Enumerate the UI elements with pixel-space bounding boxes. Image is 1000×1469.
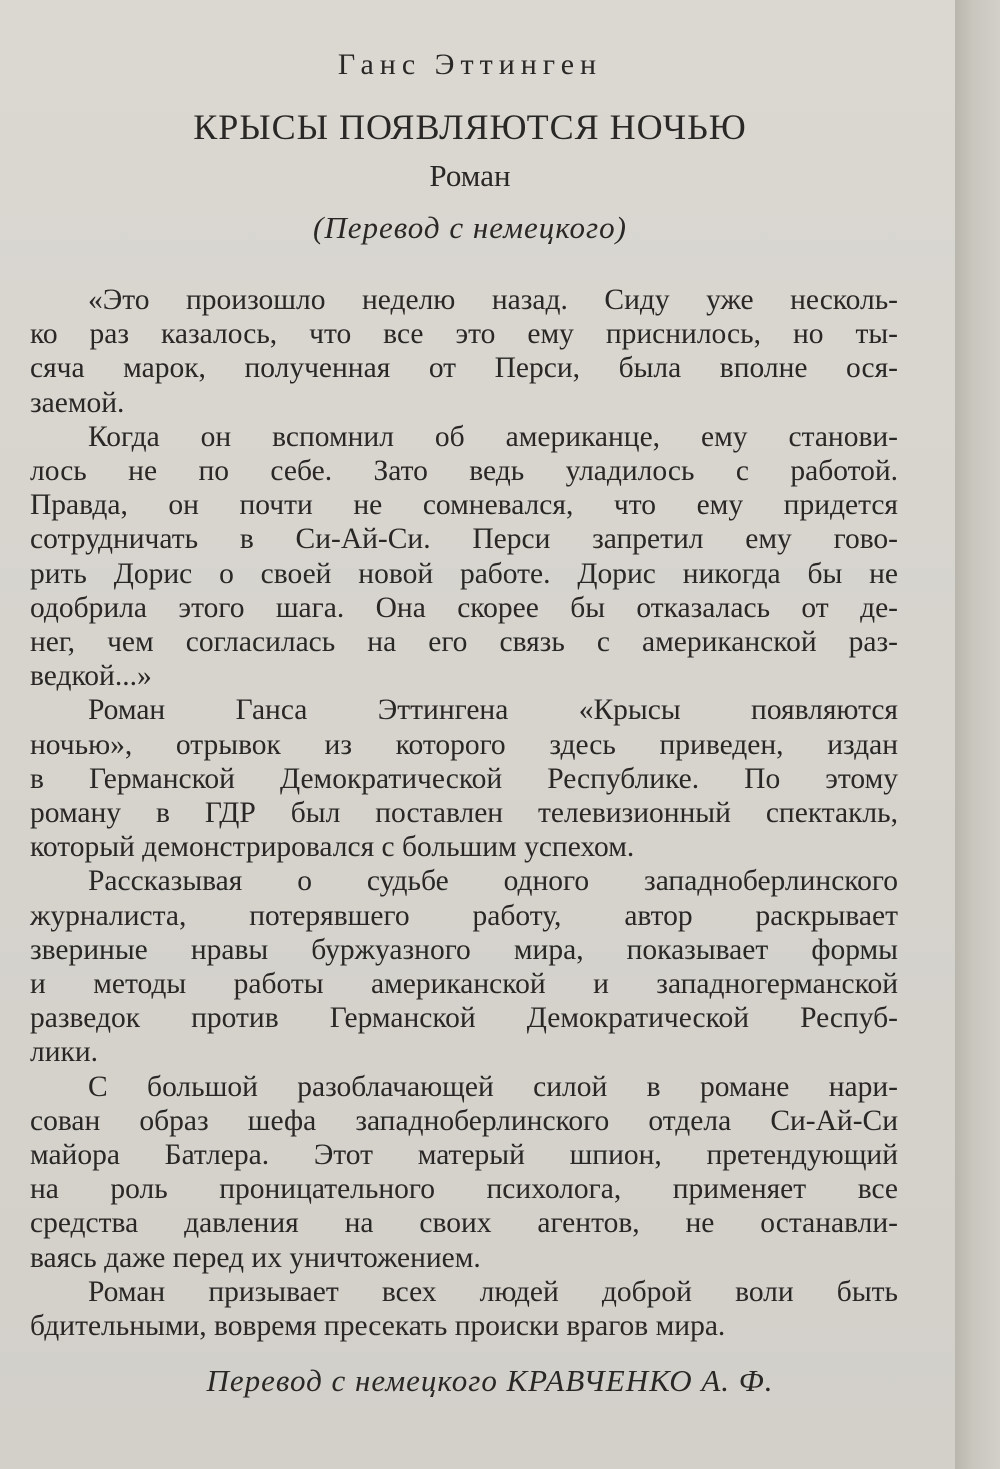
- text-line: сяча марок, полученная от Перси, была вполне ося-: [30, 352, 898, 385]
- text-line: Когда он вспомнил об американце, ему станови-: [88, 420, 898, 453]
- page-edge: [955, 0, 1000, 1469]
- genre-label: Роман: [429, 158, 511, 193]
- text-line: лики.: [30, 1036, 99, 1069]
- book-title: КРЫСЫ ПОЯВЛЯЮТСЯ НОЧЬЮ: [193, 107, 747, 147]
- translation-note: (Перевод с немецкого): [313, 210, 627, 245]
- text-line: ко раз казалось, что все это ему приснилось, но ты-: [30, 318, 898, 351]
- text-line: ведкой...»: [30, 660, 152, 693]
- text-line: заемой.: [30, 386, 125, 419]
- text-line: на роль проницательного психолога, применяет все: [30, 1173, 898, 1206]
- text-line: С большой разоблачающей силой в романе нари-: [88, 1070, 898, 1103]
- text-line: звериные нравы буржуазного мира, показывает формы: [30, 933, 898, 966]
- text-line: Роман призывает всех людей доброй воли быть: [88, 1275, 898, 1308]
- text-line: бдительными, вовремя пресекать происки врагов мира.: [30, 1310, 726, 1343]
- text-line: который демонстрировался с большим успехом.: [30, 831, 635, 864]
- text-line: Роман Ганса Эттингена «Крысы появляются: [88, 694, 898, 727]
- text-line: средства давления на своих агентов, не останавли-: [30, 1207, 898, 1240]
- text-line: журналиста, потерявшего работу, автор раскрывает: [30, 899, 898, 932]
- text-line: ночью», отрывок из которого здесь приведен, издан: [30, 728, 898, 761]
- text-line: рить Дорис о своей новой работе. Дорис никогда бы не: [30, 557, 898, 590]
- text-line: ваясь даже перед их уничтожением.: [30, 1241, 481, 1274]
- translator-credit: Перевод с немецкого КРАВЧЕНКО А. Ф.: [206, 1363, 774, 1398]
- text-line: сотрудничать в Си-Ай-Си. Перси запретил ему гово-: [30, 523, 898, 556]
- text-line: «Это произошло неделю назад. Сиду уже несколь-: [88, 284, 898, 316]
- body-text: [30, 283, 898, 1343]
- text-line: лось не по себе. Зато ведь уладилось с работой.: [30, 455, 898, 488]
- text-line: нег, чем согласилась на его связь с американской раз-: [30, 626, 898, 659]
- text-line: в Германской Демократической Республике. По этому: [30, 762, 898, 795]
- text-line: и методы работы американской и западногерманской: [30, 968, 898, 1001]
- text-line: разведок против Германской Демократической Респуб-: [30, 1002, 898, 1035]
- text-line: Рассказывая о судьбе одного западноберлинского: [88, 865, 898, 898]
- author-name: Ганс Эттинген: [337, 48, 603, 81]
- text-line: роману в ГДР был поставлен телевизионный спектакль,: [30, 797, 898, 830]
- text-line: Правда, он почти не сомневался, что ему придется: [30, 489, 898, 522]
- text-line: майора Батлера. Этот матерый шпион, претендующий: [30, 1139, 898, 1172]
- text-line: сован образ шефа западноберлинского отдела Си-Ай-Си: [30, 1104, 898, 1137]
- text-line: одобрила этого шага. Она скорее бы отказалась от де-: [30, 591, 898, 624]
